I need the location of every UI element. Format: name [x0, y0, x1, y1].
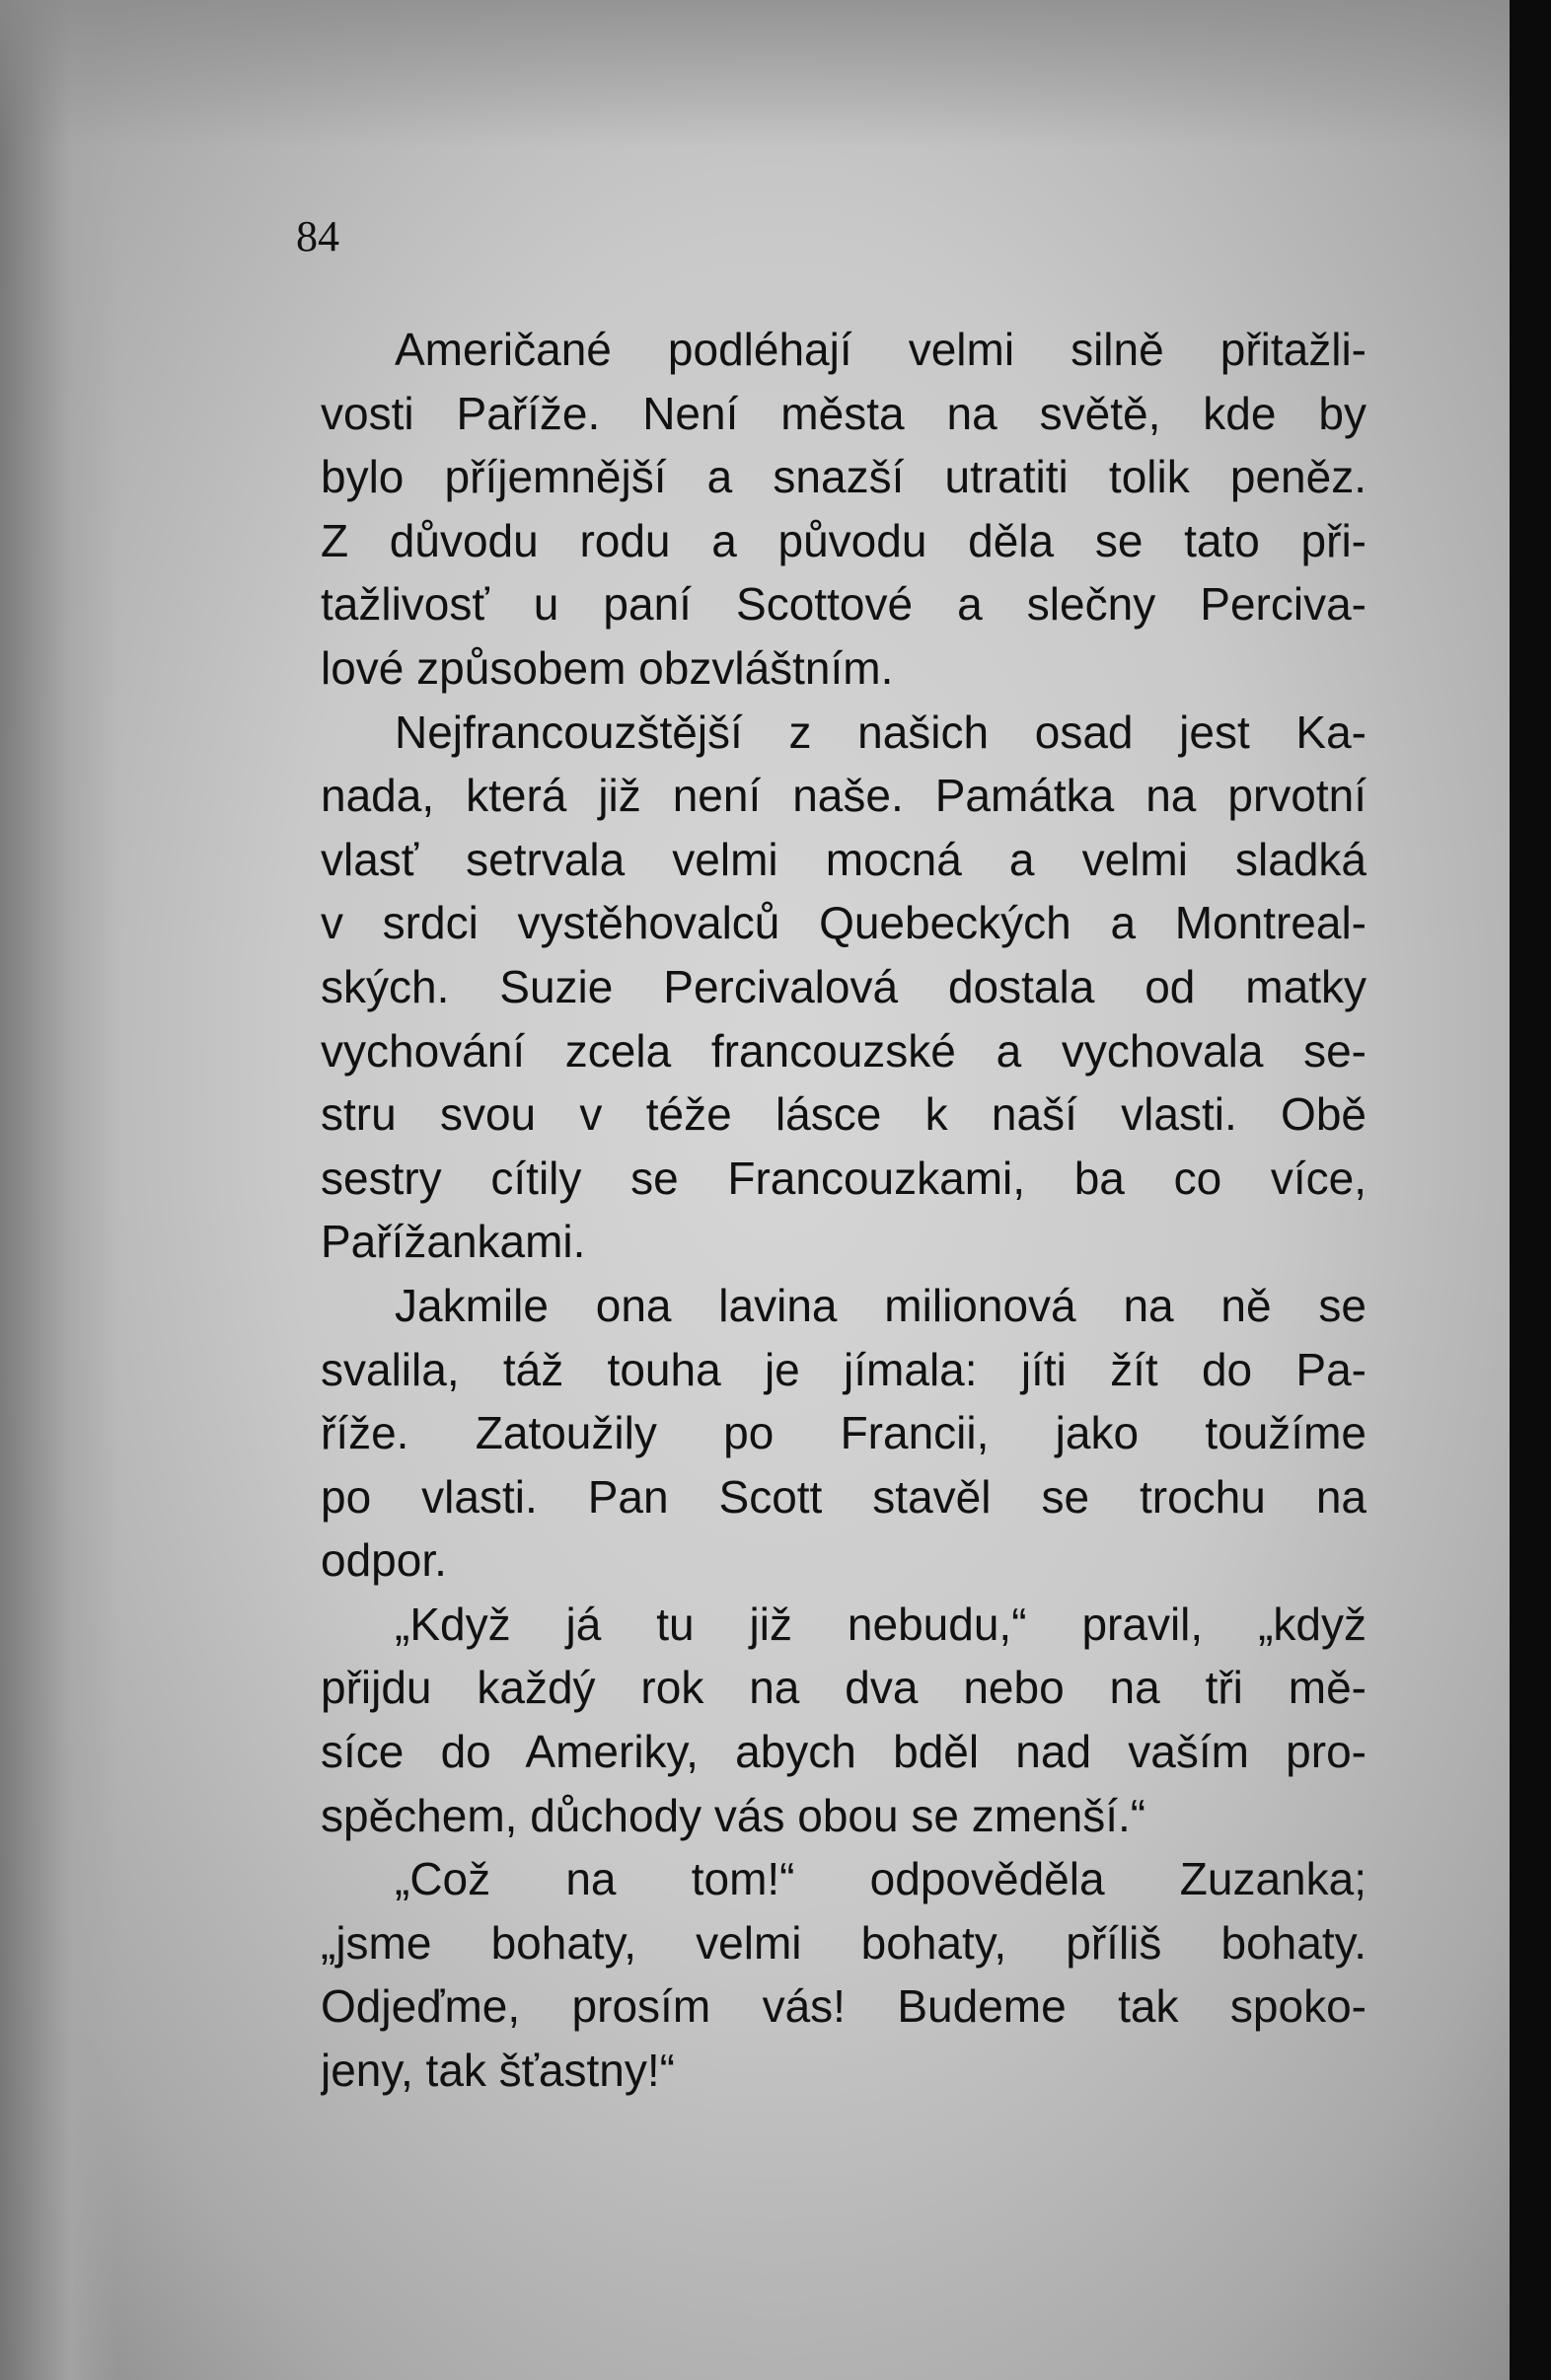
text-line: říže. Zatoužily po Francii, jako toužíme — [321, 1407, 1366, 1459]
text-line: sestry cítily se Francouzkami, ba co více, — [321, 1152, 1366, 1204]
text-line: v srdci vystěhovalců Quebeckých a Montreal- — [321, 897, 1366, 949]
text-line: přijdu každý rok na dva nebo na tři mě- — [321, 1662, 1366, 1714]
text-line: vychování zcela francouzské a vychovala se- — [321, 1024, 1366, 1077]
text-line: po vlasti. Pan Scott stavěl se trochu na — [321, 1470, 1366, 1523]
binding-edge — [1510, 0, 1551, 2380]
text-line: svalila, táž touha je jímala: jíti žít do Pa- — [321, 1343, 1366, 1395]
text-line: Jakmile ona lavina milionová na ně se — [395, 1279, 1366, 1331]
text-line: ských. Suzie Percivalová dostala od matky — [321, 960, 1366, 1012]
text-line: stru svou v téže lásce k naší vlasti. Obě — [321, 1088, 1366, 1141]
text-line: Pařížankami. — [321, 1216, 586, 1268]
text-line: odpor. — [321, 1534, 447, 1587]
text-line: Odjeďme, prosím vás! Budeme tak spoko- — [321, 1980, 1366, 2033]
text-line: jeny, tak šťastny!“ — [321, 2045, 675, 2097]
page-shadow-top — [0, 0, 1551, 148]
text-line: bylo příjemnější a snazší utratiti tolik peněz. — [321, 451, 1366, 503]
text-line: nada, která již není naše. Památka na prvotní — [321, 770, 1366, 822]
text-line: „Což na tom!“ odpověděla Zuzanka; — [395, 1853, 1366, 1905]
text-line: „Když já tu již nebudu,“ pravil, „když — [395, 1598, 1366, 1650]
body-text — [321, 318, 1366, 2103]
text-line: Nejfrancouzštější z našich osad jest Ka- — [395, 706, 1366, 758]
text-line: síce do Ameriky, abych bděl nad vaším pro- — [321, 1726, 1366, 1778]
text-line: vlasť setrvala velmi mocná a velmi sladká — [321, 833, 1366, 885]
text-line: Američané podléhají velmi silně přitažli- — [395, 324, 1366, 375]
page-shadow-left — [0, 0, 118, 2380]
text-line: Z důvodu rodu a původu děla se tato při- — [321, 514, 1366, 566]
text-line: lové způsobem obzvláštním. — [321, 641, 894, 694]
page-number: 84 — [296, 212, 339, 260]
text-line: „jsme bohaty, velmi bohaty, příliš bohaty. — [321, 1916, 1366, 1969]
text-line: spěchem, důchody vás obou se zmenší.“ — [321, 1789, 1146, 1841]
text-line: vosti Paříže. Není města na světě, kde by — [321, 387, 1366, 439]
text-line: tažlivosť u paní Scottové a slečny Perciva- — [321, 578, 1366, 631]
